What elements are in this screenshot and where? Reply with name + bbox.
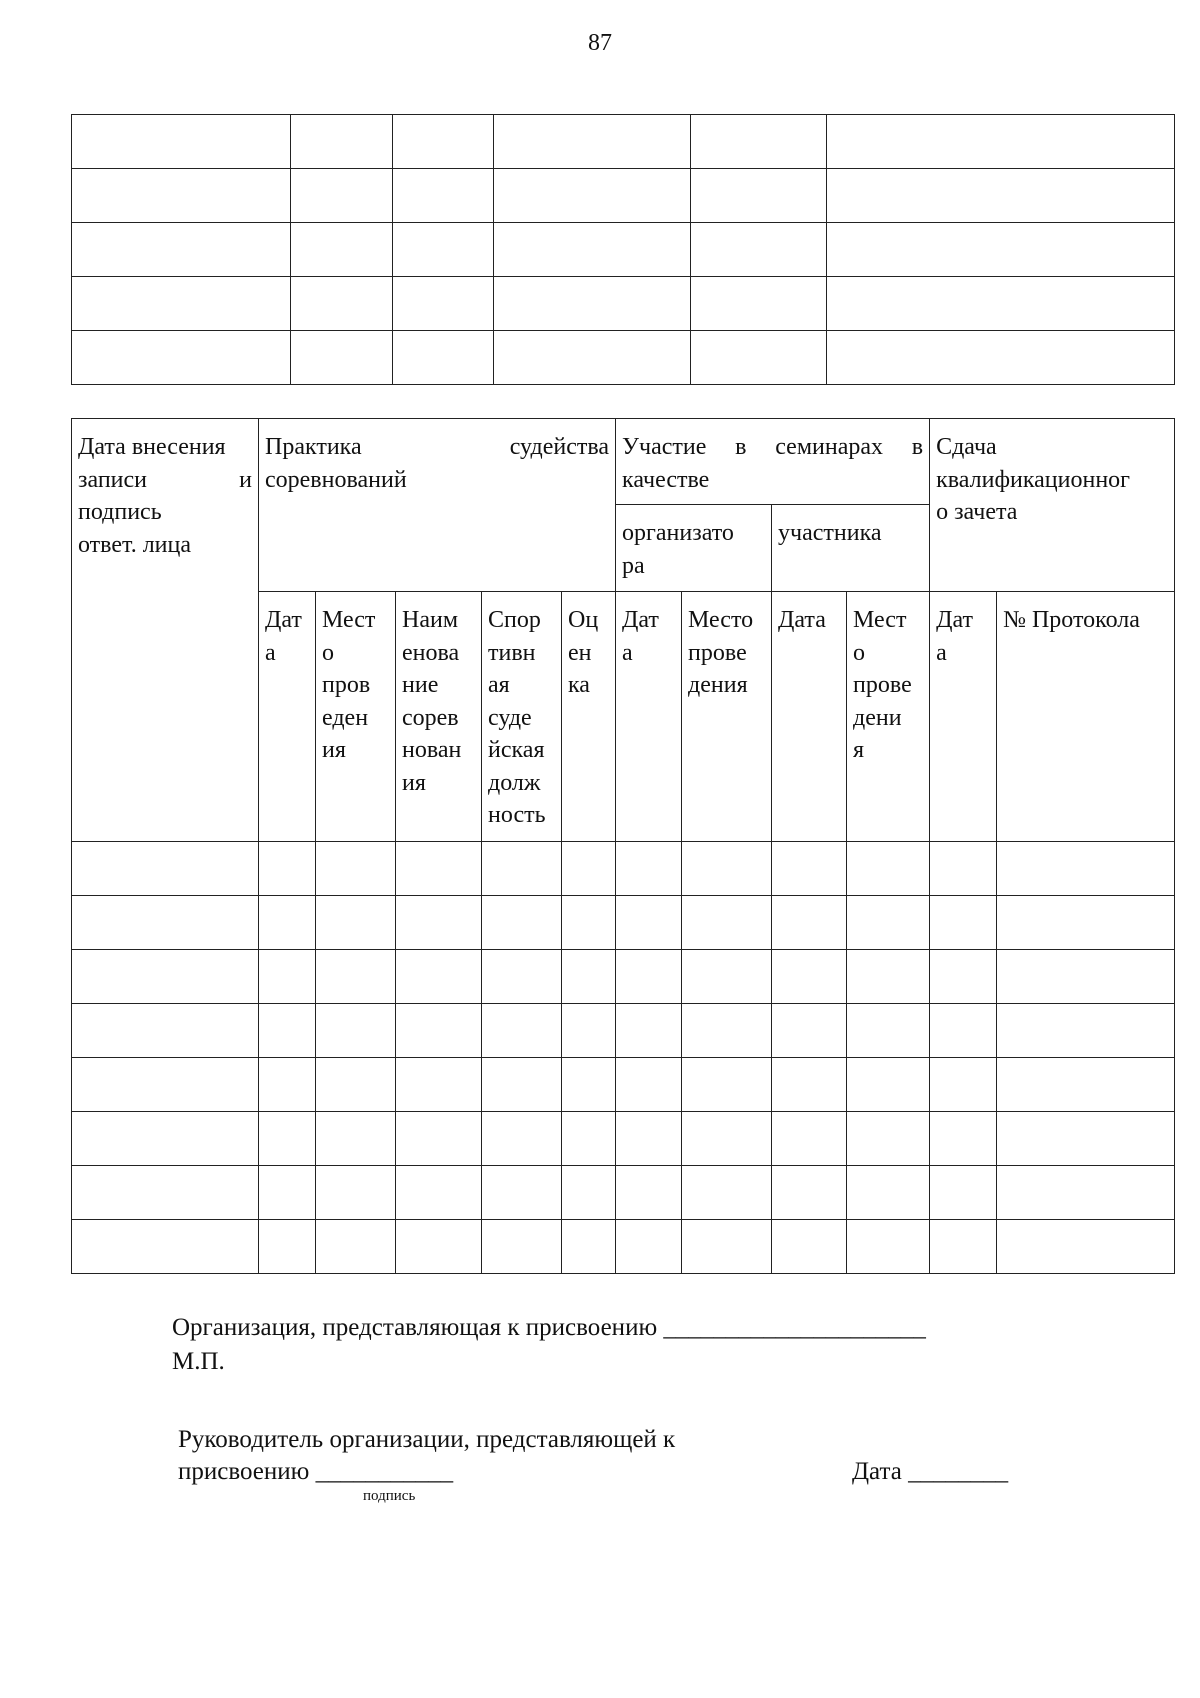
table-cell xyxy=(616,1112,682,1166)
subheader-cell: Мест о пров еден ия xyxy=(316,592,396,842)
table-cell xyxy=(494,115,691,169)
table-cell xyxy=(393,277,494,331)
table-cell xyxy=(291,115,393,169)
table-row xyxy=(72,331,1175,385)
table-cell xyxy=(316,896,396,950)
table-cell xyxy=(682,1058,772,1112)
table-cell xyxy=(847,1112,930,1166)
table-cell xyxy=(562,1166,616,1220)
table-cell xyxy=(691,223,827,277)
table-cell xyxy=(259,1004,316,1058)
header-as-organizer: организато ра xyxy=(616,505,772,592)
table-row xyxy=(72,277,1175,331)
table-cell xyxy=(562,1112,616,1166)
header-seminars: Участие в семинарах в качестве xyxy=(616,419,930,505)
table-cell xyxy=(691,277,827,331)
table-cell xyxy=(772,950,847,1004)
table-cell xyxy=(494,169,691,223)
table-cell xyxy=(616,1166,682,1220)
table-cell xyxy=(396,842,482,896)
header-judging-practice: Практика судейства соревнований xyxy=(259,419,616,592)
table-cell xyxy=(72,223,291,277)
header-qualification-test: Сдача квалификационног о зачета xyxy=(930,419,1175,592)
table-cell xyxy=(494,277,691,331)
table-cell xyxy=(562,842,616,896)
table-cell xyxy=(930,842,997,896)
table-cell xyxy=(997,896,1175,950)
table-cell xyxy=(847,1166,930,1220)
table-cell xyxy=(291,223,393,277)
subheader-cell: Дат а xyxy=(930,592,997,842)
table-cell xyxy=(772,1058,847,1112)
table-cell xyxy=(682,1220,772,1274)
table-cell xyxy=(930,1112,997,1166)
table-cell xyxy=(396,1112,482,1166)
table-cell xyxy=(827,277,1175,331)
table-cell xyxy=(682,1112,772,1166)
table-cell xyxy=(482,1220,562,1274)
table-row xyxy=(72,1112,1175,1166)
table-cell xyxy=(772,1112,847,1166)
table-cell xyxy=(930,1058,997,1112)
subheader-cell: Дат а xyxy=(616,592,682,842)
table-cell xyxy=(396,950,482,1004)
subheader-cell: Наим енова ние сорев нован ия xyxy=(396,592,482,842)
table-cell xyxy=(316,842,396,896)
table-cell xyxy=(682,950,772,1004)
subheader-cell: Место прове дения xyxy=(682,592,772,842)
table-cell xyxy=(997,842,1175,896)
table-cell xyxy=(997,1058,1175,1112)
table-cell xyxy=(827,169,1175,223)
table-cell xyxy=(616,842,682,896)
table-cell xyxy=(482,1166,562,1220)
table-cell xyxy=(396,1166,482,1220)
table-cell xyxy=(682,1166,772,1220)
table-cell xyxy=(396,896,482,950)
table-cell xyxy=(291,331,393,385)
table-cell xyxy=(72,1112,259,1166)
table-cell xyxy=(259,1058,316,1112)
table-cell xyxy=(772,1166,847,1220)
table-cell xyxy=(72,331,291,385)
table-cell xyxy=(393,331,494,385)
table-cell xyxy=(259,842,316,896)
table-cell xyxy=(847,950,930,1004)
table-row xyxy=(72,896,1175,950)
table-cell xyxy=(72,950,259,1004)
table-cell xyxy=(482,1058,562,1112)
page-number: 87 xyxy=(588,30,612,56)
table-cell xyxy=(997,1004,1175,1058)
head-line-1: Руководитель организации, представляющей к xyxy=(178,1426,676,1453)
head-label: присвоению xyxy=(178,1458,310,1485)
table-row xyxy=(72,115,1175,169)
table-cell xyxy=(259,1112,316,1166)
table-cell xyxy=(847,842,930,896)
table-cell xyxy=(72,1166,259,1220)
judging-record-table xyxy=(71,418,1175,1274)
table-cell xyxy=(616,1004,682,1058)
table-cell xyxy=(393,223,494,277)
table-cell xyxy=(682,842,772,896)
stamp-label: М.П. xyxy=(172,1348,225,1375)
table-cell xyxy=(827,223,1175,277)
table-cell xyxy=(316,1112,396,1166)
header-as-participant: участника xyxy=(772,505,930,592)
table-cell xyxy=(562,950,616,1004)
table-cell xyxy=(562,1058,616,1112)
table-cell xyxy=(930,1004,997,1058)
table-cell xyxy=(691,331,827,385)
table-cell xyxy=(682,1004,772,1058)
table-cell xyxy=(393,115,494,169)
table-cell xyxy=(997,1112,1175,1166)
table-cell xyxy=(616,950,682,1004)
table-cell xyxy=(396,1058,482,1112)
subheader-cell: Мест о прове дени я xyxy=(847,592,930,842)
table-cell xyxy=(316,950,396,1004)
table-cell xyxy=(691,115,827,169)
table-row xyxy=(72,1004,1175,1058)
table-cell xyxy=(316,1220,396,1274)
table-cell xyxy=(616,896,682,950)
table-row xyxy=(72,1220,1175,1274)
table-cell xyxy=(562,1220,616,1274)
table-cell xyxy=(494,331,691,385)
table-cell xyxy=(847,1058,930,1112)
table-cell xyxy=(291,277,393,331)
table-cell xyxy=(316,1166,396,1220)
table-row xyxy=(72,1166,1175,1220)
table-row xyxy=(72,1058,1175,1112)
table-cell xyxy=(997,950,1175,1004)
table-cell xyxy=(847,1004,930,1058)
table-row xyxy=(72,223,1175,277)
table-cell xyxy=(772,896,847,950)
subheader-cell: № Протокола xyxy=(997,592,1175,842)
table-cell xyxy=(72,842,259,896)
date-blank: ________ xyxy=(908,1458,1009,1485)
table-cell xyxy=(997,1166,1175,1220)
table-row xyxy=(72,950,1175,1004)
table-cell xyxy=(827,115,1175,169)
table-cell xyxy=(691,169,827,223)
table-cell xyxy=(316,1004,396,1058)
table-cell xyxy=(997,1220,1175,1274)
table-cell xyxy=(482,950,562,1004)
table-cell xyxy=(562,1004,616,1058)
table-cell xyxy=(482,896,562,950)
continuation-table xyxy=(71,114,1175,385)
subheader-cell: Дат а xyxy=(259,592,316,842)
table-cell xyxy=(772,1004,847,1058)
table-cell xyxy=(396,1004,482,1058)
head-line-2 xyxy=(178,1456,453,1488)
table-cell xyxy=(291,169,393,223)
table-cell xyxy=(396,1220,482,1274)
table-cell xyxy=(482,842,562,896)
table-cell xyxy=(72,896,259,950)
table-cell xyxy=(72,1058,259,1112)
table-cell xyxy=(72,1004,259,1058)
table-cell xyxy=(847,896,930,950)
table-cell xyxy=(482,1004,562,1058)
table-cell xyxy=(259,1220,316,1274)
table-cell xyxy=(316,1058,396,1112)
date-label: Дата xyxy=(852,1458,902,1485)
table-cell xyxy=(72,1220,259,1274)
subheader-cell: Оц ен ка xyxy=(562,592,616,842)
table-cell xyxy=(259,1166,316,1220)
organization-label: Организация, представляющая к присвоению xyxy=(172,1314,658,1341)
table-cell xyxy=(72,277,291,331)
table-row xyxy=(72,842,1175,896)
organization-line xyxy=(172,1312,926,1344)
table-cell xyxy=(72,169,291,223)
table-cell xyxy=(72,115,291,169)
table-row xyxy=(72,169,1175,223)
table-cell xyxy=(930,896,997,950)
signature-caption: подпись xyxy=(363,1488,416,1504)
table-cell xyxy=(259,950,316,1004)
subheader-cell: Спор тивн ая суде йская долж ность xyxy=(482,592,562,842)
subheader-cell: Дата xyxy=(772,592,847,842)
table-cell xyxy=(616,1058,682,1112)
organization-blank: _____________________ xyxy=(663,1314,926,1341)
table-cell xyxy=(772,1220,847,1274)
table-cell xyxy=(482,1112,562,1166)
table-cell xyxy=(393,169,494,223)
table-cell xyxy=(772,842,847,896)
table-cell xyxy=(259,896,316,950)
table-cell xyxy=(494,223,691,277)
table-cell xyxy=(616,1220,682,1274)
header-entry-date: Дата внесения записи и подпись ответ. лица xyxy=(72,419,259,842)
table-cell xyxy=(930,1220,997,1274)
signature-blank: ___________ xyxy=(315,1458,454,1485)
table-cell xyxy=(682,896,772,950)
table-cell xyxy=(827,331,1175,385)
table-cell xyxy=(930,950,997,1004)
table-cell xyxy=(562,896,616,950)
date-line xyxy=(852,1456,1008,1488)
table-cell xyxy=(930,1166,997,1220)
table-cell xyxy=(847,1220,930,1274)
